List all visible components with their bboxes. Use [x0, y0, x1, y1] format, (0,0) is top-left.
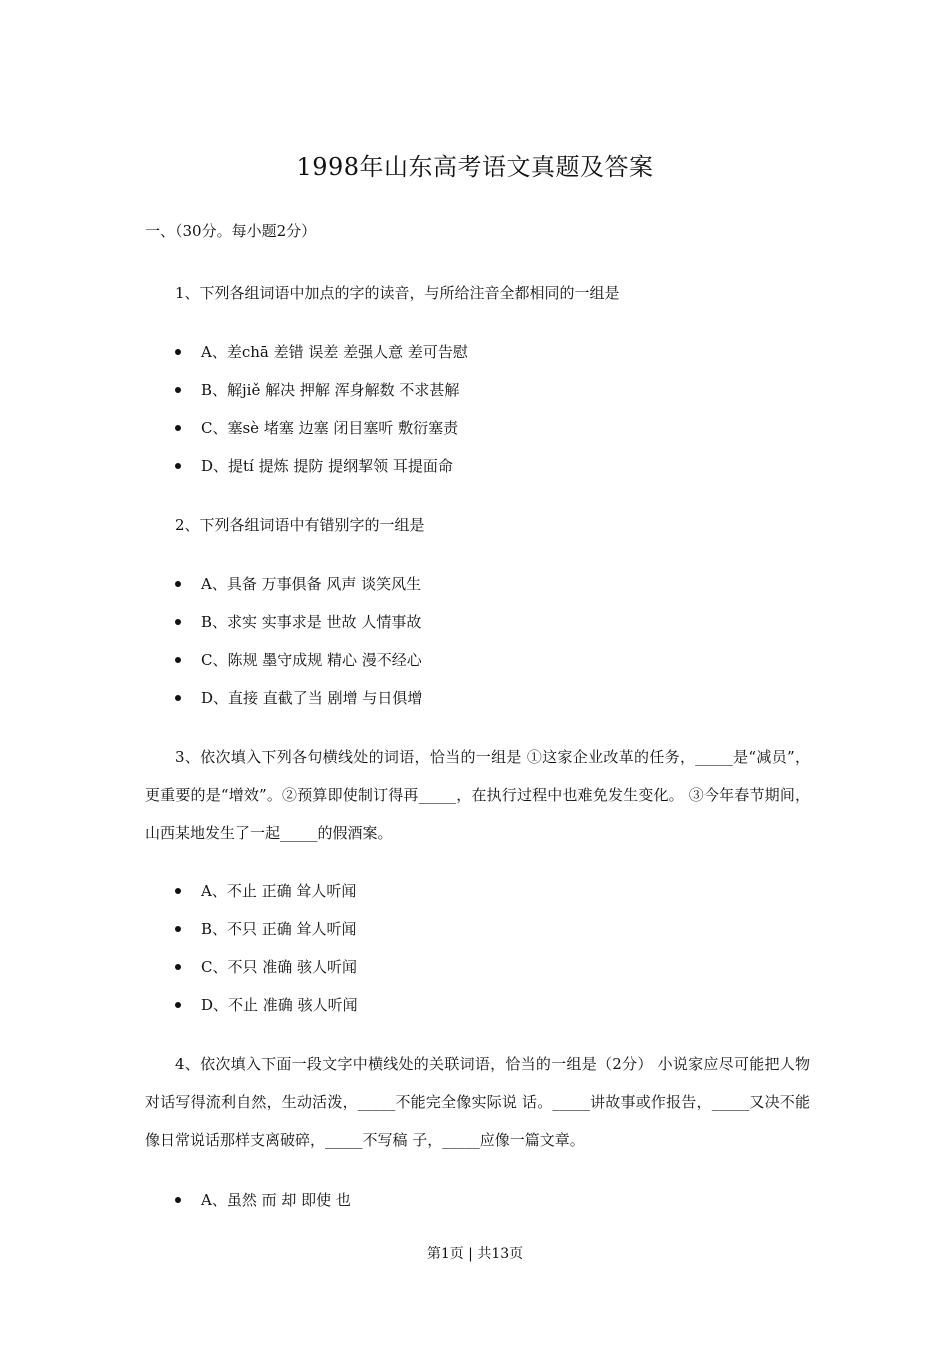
option-item [172, 986, 358, 1024]
question-3-stem: 3、依次填入下列各句横线处的词语，恰当的一组是 ①这家企业改革的任务，_____是“减员”，更重要的是“增效”。②预算即使制订得再_____，在执行过程中也难免发生变化。 ③今年春节期间，山西某地发生了一起_____的假酒案。 [145, 748, 810, 842]
bullet-icon [175, 657, 181, 663]
bullet-icon [175, 926, 181, 932]
option-item [172, 603, 422, 641]
option-text: C、塞sè 堵塞 边塞 闭目塞听 敷衍塞责 [201, 419, 459, 437]
bullet-icon [175, 425, 181, 431]
bullet-icon [175, 964, 181, 970]
bullet-icon [175, 387, 181, 393]
option-item [172, 872, 358, 910]
option-item [172, 641, 422, 679]
bullet-icon [175, 1197, 181, 1203]
bullet-icon [175, 463, 181, 469]
question-4-options [172, 1181, 351, 1219]
option-item [172, 565, 422, 603]
question-1-options [172, 333, 468, 485]
question-3-options [172, 872, 358, 1024]
option-text: D、直接 直截了当 剧增 与日俱增 [201, 689, 423, 707]
option-item [172, 333, 468, 371]
option-text: D、提tí 提炼 提防 提纲挈领 耳提面命 [201, 457, 453, 475]
option-text: B、不只 正确 耸人听闻 [201, 920, 357, 938]
option-text: A、虽然 而 却 即使 也 [201, 1191, 351, 1209]
option-item [172, 948, 358, 986]
question-2-options [172, 565, 422, 717]
bullet-icon [175, 349, 181, 355]
bullet-icon [175, 619, 181, 625]
option-item [172, 679, 422, 717]
option-item [172, 1181, 351, 1219]
option-text: B、解jiě 解决 押解 浑身解数 不求甚解 [201, 381, 460, 399]
option-text: C、陈规 墨守成规 精心 漫不经心 [201, 651, 422, 669]
question-2-stem: 2、下列各组词语中有错别字的一组是 [175, 516, 425, 534]
page-title: 1998年山东高考语文真题及答案 [296, 153, 654, 181]
bullet-icon [175, 888, 181, 894]
question-4-stem: 4、依次填入下面一段文字中横线处的关联词语，恰当的一组是（2分） 小说家应尽可能把人物对话写得流利自然，生动活泼，_____不能完全像实际说 话。_____讲故事或作报告，_____又决不能像日常说话那样支离破碎，_____不写稿 子，_____应像一篇文章。 [145, 1055, 810, 1149]
option-item [172, 409, 468, 447]
option-item [172, 371, 468, 409]
option-text: A、不止 正确 耸人听闻 [201, 882, 357, 900]
option-text: B、求实 实事求是 世故 人情事故 [201, 613, 422, 631]
option-item [172, 447, 468, 485]
option-item [172, 910, 358, 948]
option-text: C、不只 准确 骇人听闻 [201, 958, 358, 976]
page-footer: 第1页 | 共13页 [426, 1246, 524, 1262]
bullet-icon [175, 1002, 181, 1008]
section-heading: 一、（30分。每小题2分） [145, 222, 317, 240]
bullet-icon [175, 581, 181, 587]
option-text: A、差chā 差错 误差 差强人意 差可告慰 [201, 343, 468, 361]
option-text: A、具备 万事俱备 风声 谈笑风生 [201, 575, 422, 593]
option-text: D、不止 准确 骇人听闻 [201, 996, 358, 1014]
bullet-icon [175, 695, 181, 701]
question-1-stem: 1、下列各组词语中加点的字的读音，与所给注音全都相同的一组是 [175, 284, 620, 302]
